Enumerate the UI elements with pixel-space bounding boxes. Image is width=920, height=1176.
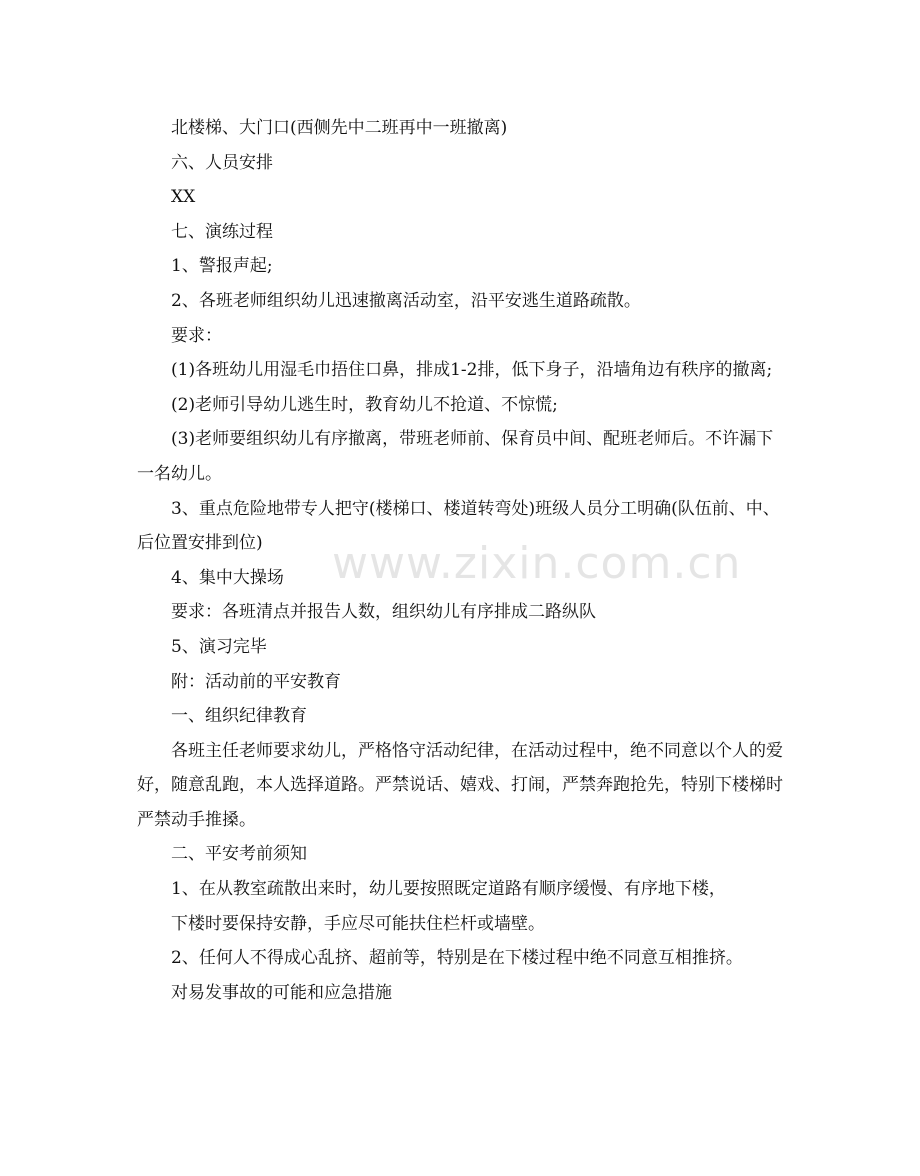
safety-note-2: 2、任何人不得成心乱挤、超前等，特别是在下楼过程中绝不同意互相推挤。	[171, 948, 743, 969]
safety-note-1-cont: 下楼时要保持安静，手应尽可能扶住栏杆或墙壁。	[171, 913, 545, 934]
heading-drill-process: 七、演练过程	[171, 221, 273, 242]
step-guard-danger-zones: 3、重点危险地带专人把守(楼梯口、楼道转弯处)班级人员分工明确(队伍前、中、后位置安排到位)	[137, 498, 780, 554]
step-alarm: 1、警报声起;	[171, 256, 273, 277]
requirements-label: 要求：	[171, 325, 222, 346]
requirement-1: (1)各班幼儿用湿毛巾捂住口鼻，排成1-2排，低下身子，沿墙角边有秩序的撤离;	[171, 360, 773, 381]
step-drill-complete: 5、演习完毕	[171, 636, 267, 657]
paragraph-personnel-placeholder: XX	[171, 187, 196, 208]
step-evacuate: 2、各班老师组织幼儿迅速撤离活动室，沿平安逃生道路疏散。	[171, 290, 641, 311]
heading-safety-notes: 二、平安考前须知	[171, 844, 307, 865]
requirement-headcount: 要求：各班清点并报告人数，组织幼儿有序排成二路纵队	[171, 602, 596, 623]
document-body	[137, 111, 785, 1010]
watermark: www.zixin.com.cn	[332, 538, 742, 589]
heading-emergency-measures: 对易发事故的可能和应急措施	[171, 982, 392, 1003]
paragraph-discipline: 各班主任老师要求幼儿，严格恪守活动纪律，在活动过程中，绝不同意以个人的爱好，随意乱跑，本人选择道路。严禁说话、嬉戏、打闹，严禁奔跑抢先，特别下楼梯时严禁动手推搡。	[137, 740, 783, 830]
heading-discipline: 一、组织纪律教育	[171, 706, 307, 727]
paragraph-evacuation-route: 北楼梯、大门口(西侧先中二班再中一班撤离)	[171, 118, 508, 138]
step-gather-playground: 4、集中大操场	[171, 567, 284, 588]
safety-note-1: 1、在从教室疏散出来时，幼儿要按照既定道路有顺序缓慢、有序地下楼，	[171, 879, 726, 900]
requirement-2: (2)老师引导幼儿逃生时，教育幼儿不抢道、不惊慌;	[171, 394, 558, 415]
appendix-title: 附：活动前的平安教育	[171, 671, 341, 692]
requirement-3: (3)老师要组织幼儿有序撤离，带班老师前、保育员中间、配班老师后。不许漏下一名幼儿。	[137, 429, 774, 484]
heading-personnel: 六、人员安排	[171, 152, 273, 173]
